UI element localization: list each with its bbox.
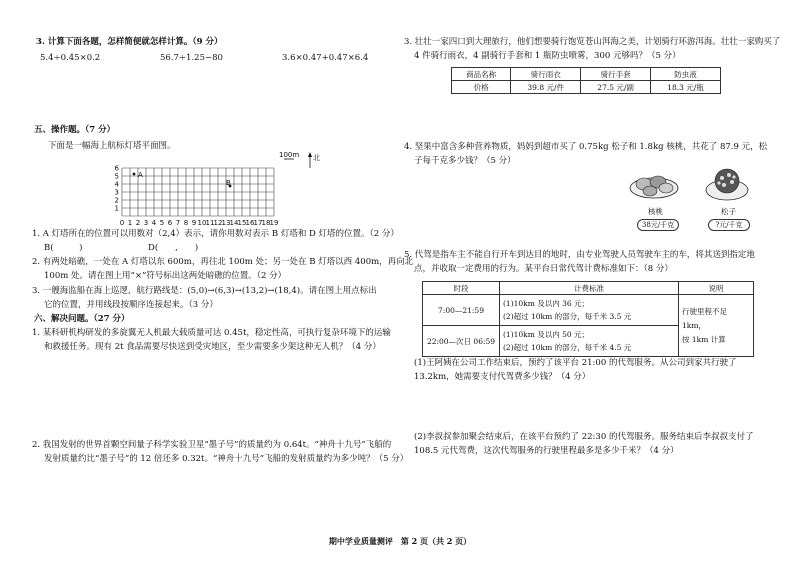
prob-5-1-line1: (1)王阿姨在公司工作结束后，预约了该平台 21:00 的代驾服务。从公司到家共行驶了 — [414, 358, 737, 368]
x-tick-label: 17 — [253, 219, 263, 227]
op-q3-line1: 3. 一艘海监船在海上巡逻，航行路线是：(5,0)→(6,3)→(13,2)→(18,4)。请在图上用点标出 — [32, 286, 377, 296]
section-6-title: 六、解决问题。（27 分） — [34, 314, 130, 324]
lighthouse-map — [108, 150, 328, 228]
price-gloves: 27.5 元/副 — [581, 81, 651, 94]
pine-nut-price-tag: ?元/千克 — [708, 219, 750, 231]
x-tick-label: 3 — [143, 219, 149, 227]
walnut-price-tag: 38元/千克 — [637, 219, 679, 231]
walnut-name: 核桃 — [648, 207, 663, 216]
y-tick-label: 6 — [114, 164, 119, 173]
prob-5-1-line2: 13.2km，她需要支付代驾费多少钱？（4 分） — [414, 372, 591, 382]
map-scale-label: 100m — [279, 151, 300, 159]
op-q2-line2: 100m 处。请在图上用“×”符号标出这两处暗礁的位置。（2 分） — [44, 271, 287, 281]
walnut-image — [628, 168, 680, 200]
price-row-label: 价格 — [452, 81, 511, 94]
price-header-item: 商品名称 — [452, 68, 511, 81]
prob-5-2-line1: (2)李叔叔参加聚会结束后，在该平台预约了 22:30 的代驾服务。服务结束后李叔叔支付了 — [414, 432, 754, 442]
prob-3-line2: 4 件骑行雨衣，4 副骑行手套和 1 瓶防虫喷雾，300 元够吗？（5 分） — [414, 51, 681, 61]
x-tick-label: 7 — [175, 219, 181, 227]
x-tick-label: 11 — [205, 219, 215, 227]
lighthouse-a-label: A — [138, 171, 143, 179]
y-tick-label: 5 — [114, 172, 119, 181]
op-q1-d-blank: D( , ) — [148, 243, 199, 253]
y-tick-label: 3 — [114, 188, 119, 197]
x-tick-label: 15 — [237, 219, 247, 227]
section-5-desc: 下面是一幅海上航标灯塔平面图。 — [48, 141, 176, 151]
prob-1-line1: 1. 某科研机构研发的多旋翼无人机最大载质量可达 0.45t，稳定性高，可执行复杂环境下的运输 — [32, 328, 391, 338]
pine-nut-image — [704, 166, 750, 202]
x-tick-label: 14 — [229, 219, 239, 227]
lighthouse-a-point — [133, 173, 136, 176]
pine-nut-name: 松子 — [721, 207, 736, 216]
north-label: 北 — [313, 154, 320, 162]
prob-5-2-line2: 108.5 元代驾费，这次代驾服务的行驶里程最多是多少千米？（4 分） — [414, 446, 679, 456]
op-q3-line2: 它的位置，并用线段按顺序连接起来。（3 分） — [44, 300, 218, 310]
x-tick-label: 1 — [127, 219, 133, 227]
price-repellent: 18.3 元/瓶 — [651, 81, 721, 94]
x-tick-label: 6 — [167, 219, 173, 227]
op-q1-b-blank: B( ) — [44, 243, 83, 253]
fee-table-header — [423, 282, 754, 295]
section-5-title: 五、操作题。（7 分） — [34, 125, 116, 135]
fee-day-time: 7:00—21:59 — [423, 295, 500, 326]
x-tick-label: 2 — [135, 219, 141, 227]
y-tick-label: 4 — [114, 180, 119, 189]
fee-row-day — [423, 295, 754, 326]
fee-night-rule — [500, 326, 679, 357]
price-table — [451, 67, 721, 94]
fee-day-rule-2: (2)超过 10km 的部分，每千米 3.5 元 — [503, 312, 632, 321]
q3-title: 3. 计算下面各题，怎样简便就怎样计算。（9 分） — [36, 37, 223, 47]
x-tick-label: 12 — [213, 219, 223, 227]
x-tick-label: 16 — [245, 219, 255, 227]
fee-table — [422, 281, 754, 357]
x-tick-label: 18 — [261, 219, 271, 227]
q3-expr-3: 3.6×0.47+0.47×6.4 — [282, 53, 369, 63]
fee-note-1: 行驶里程不足 1km， — [682, 306, 727, 330]
fee-day-rule-1: (1)10km 及以内 36 元； — [503, 299, 590, 308]
fee-night-time: 22:00—次日 06:59 — [423, 326, 500, 357]
prob-5-line2: 点，并收取一定费用的行为。某平台日常代驾计费标准如下：（8 分） — [414, 264, 673, 274]
x-tick-label: 10 — [197, 219, 207, 227]
fee-note-cell — [679, 295, 754, 357]
prob-2-line1: 2. 我国发射的世界首颗空间量子科学实验卫星“墨子号”的质量约为 0.64t。“神舟十九号”飞船的 — [32, 440, 392, 450]
fee-header-note: 说明 — [679, 282, 754, 295]
price-header-raincoat: 骑行雨衣 — [511, 68, 581, 81]
price-header-gloves: 骑行手套 — [581, 68, 651, 81]
prob-4-line1: 4. 坚果中富含多种营养物质，妈妈到超市买了 0.75kg 松子和 1.8kg 核桃，共花了 87.9 元，松 — [404, 142, 768, 152]
q3-expr-1: 5.4÷0.45×0.2 — [40, 53, 101, 63]
fee-night-rule-1: (1)10km 及以内 50 元； — [503, 330, 590, 339]
prob-2-line2: 发射质量约比“墨子号”的 12 倍还多 0.32t。“神舟十九号”飞船的发射质量约为多少吨？（5 分） — [44, 454, 409, 464]
price-header-repellent: 防虫液 — [651, 68, 721, 81]
price-raincoat: 39.8 元/件 — [511, 81, 581, 94]
op-q2-line1: 2. 有两处暗礁，一处在 A 灯塔以东 600m，再往北 100m 处；另一处在 B 灯塔以西 400m，再向北 — [32, 257, 414, 267]
fee-header-time: 时段 — [423, 282, 500, 295]
lighthouse-b-label: B — [226, 179, 231, 187]
op-q1: 1. A 灯塔所在的位置可以用数对（2,4）表示，请你用数对表示 B 灯塔和 D 灯塔的位置。（2 分） — [32, 229, 399, 239]
q3-expr-2: 56.7÷1.25−80 — [160, 53, 223, 63]
prob-4-line2: 子每千克多少钱？（5 分） — [414, 156, 516, 166]
price-table-row — [452, 81, 721, 94]
x-tick-label: 13 — [221, 219, 231, 227]
prob-5-line1: 5. 代驾是指车主不能自行开车到达目的地时，由专业驾驶人员驾驶车主的车，将其送到指定地 — [404, 250, 755, 260]
fee-night-rule-2: (2)超过 10km 的部分，每千米 4.5 元 — [503, 343, 632, 352]
fee-note-2: 按 1km 计算 — [682, 334, 726, 344]
x-tick-label: 19 — [269, 219, 279, 227]
x-tick-label: 9 — [191, 219, 197, 227]
x-tick-label: 5 — [159, 219, 165, 227]
y-tick-label: 1 — [114, 204, 119, 213]
fee-header-rule: 计费标准 — [500, 282, 679, 295]
x-tick-label: 0 — [119, 219, 125, 227]
y-tick-label: 2 — [114, 196, 119, 205]
price-table-header — [452, 68, 721, 81]
x-tick-label: 8 — [183, 219, 189, 227]
x-tick-label: 4 — [151, 219, 157, 227]
prob-3-line1: 3. 壮壮一家四口到大理旅行，他们想要骑行饱览苍山洱海之美，计划骑行环游洱海。壮壮一家购买了 — [404, 37, 781, 47]
page-footer: 期中学业质量测评 第 2 页（共 2 页） — [328, 536, 472, 546]
fee-day-rule — [500, 295, 679, 326]
prob-1-line2: 和救援任务。现有 2t 食品需要尽快送到受灾地区，至少需要多少架这种无人机？（4 分） — [44, 342, 381, 352]
